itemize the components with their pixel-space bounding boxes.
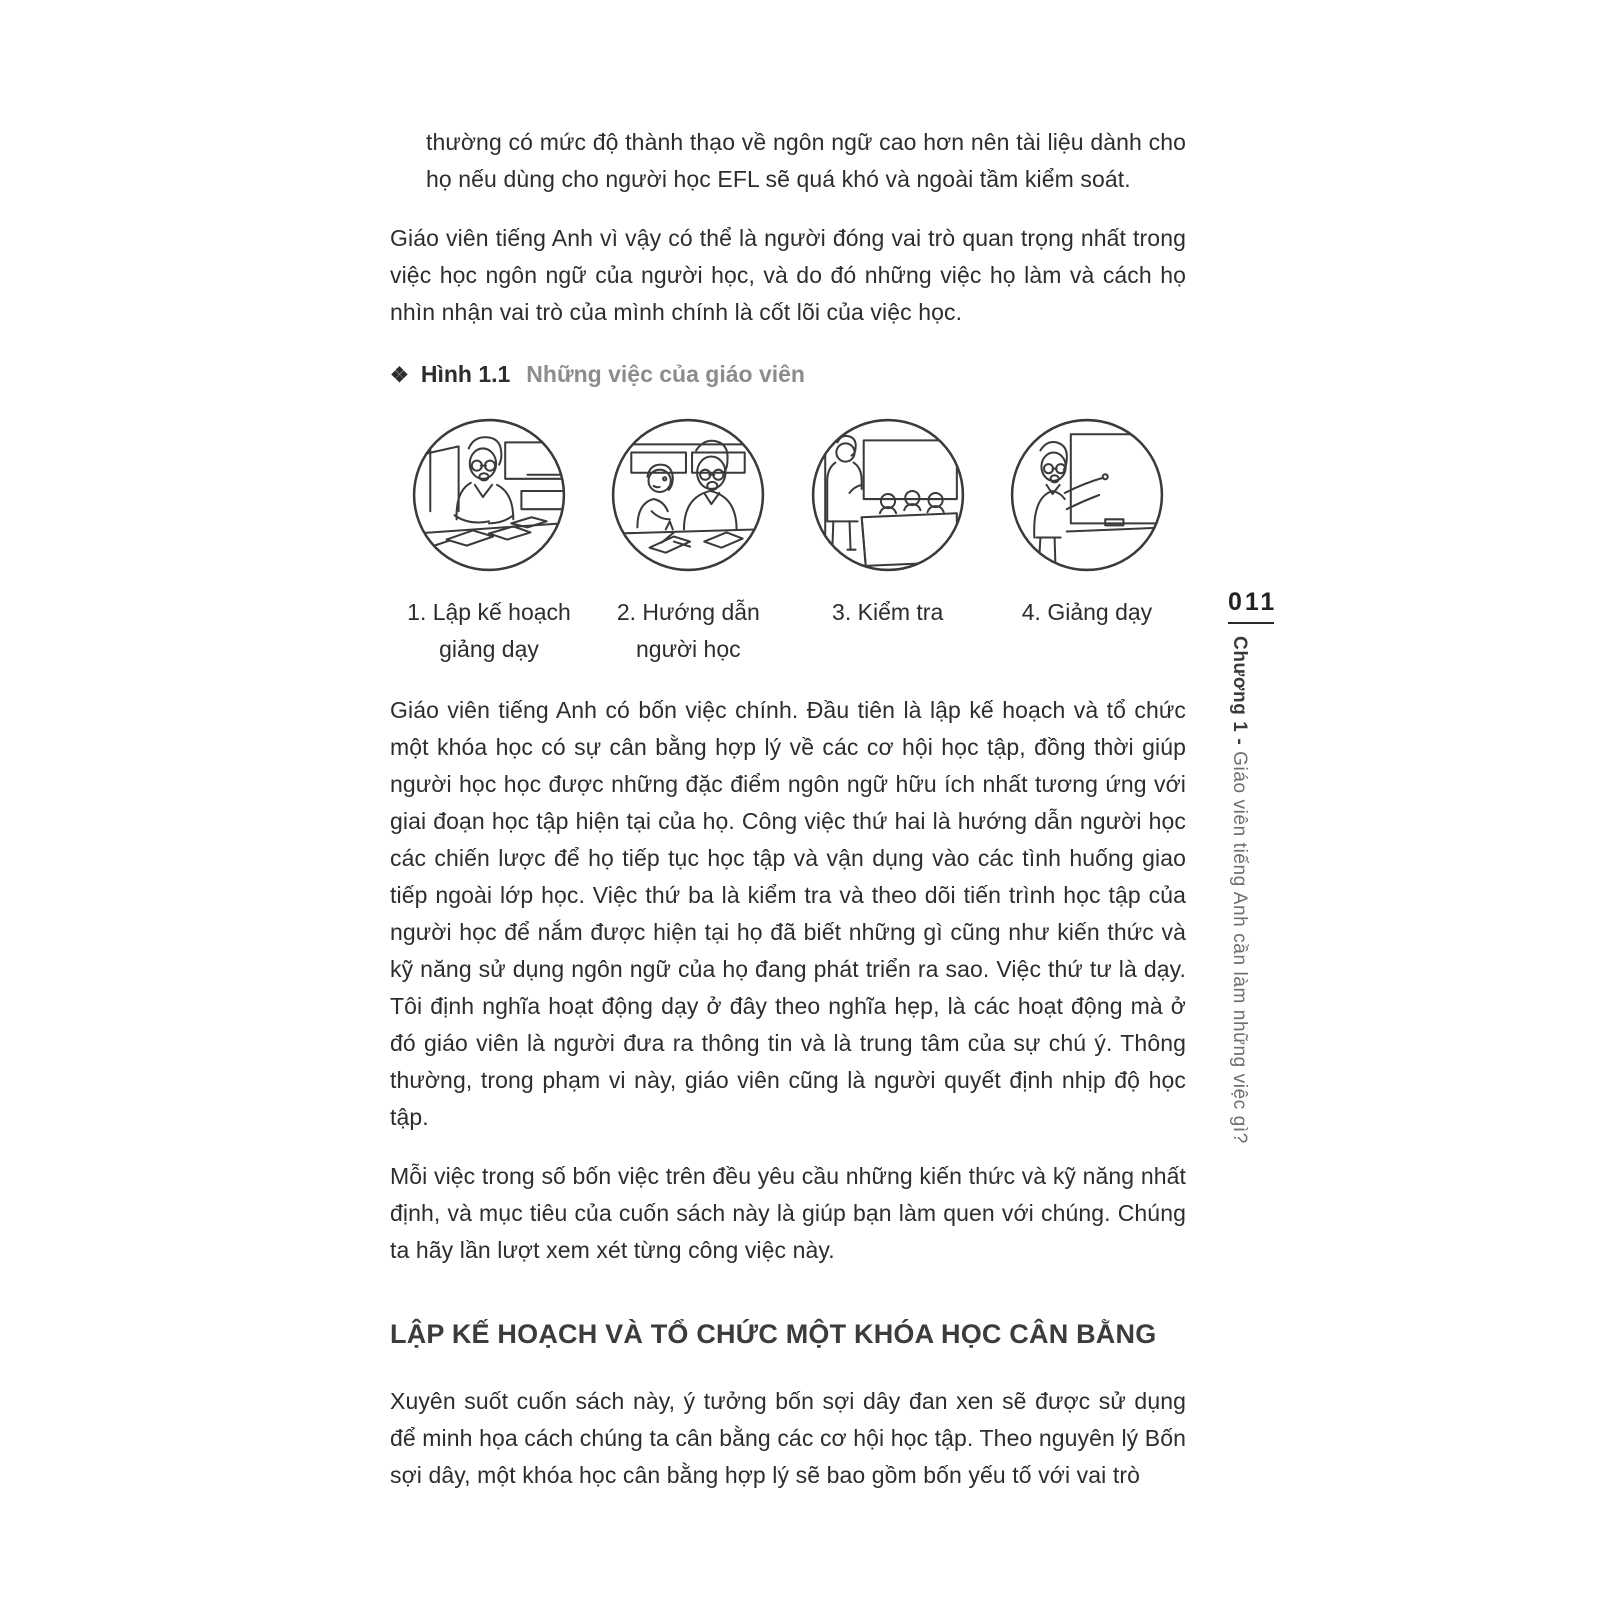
chapter-sidebar: [1228, 588, 1288, 1156]
teacher-planning-illustration-icon: [408, 414, 570, 576]
caption-line: 2. Hướng dẫn: [616, 599, 760, 625]
caption-line: 4. Giảng dạy: [1021, 599, 1153, 625]
teacher-at-whiteboard-illustration-icon: [1006, 414, 1168, 576]
figure-item-caption: [832, 594, 943, 631]
diamond-bullet-icon: ❖: [390, 364, 409, 387]
figure-item-guiding: [599, 414, 777, 668]
caption-line: người học: [635, 636, 741, 662]
paragraph-efl-materials: thường có mức độ thành thạo về ngôn ngữ cao hơn nên tài liệu dành cho họ nếu dùng cho người học EFL sẽ quá khó và ngoài tầm kiểm soát.: [426, 129, 1186, 192]
figure-item-caption: [1022, 594, 1152, 631]
caption-line: 1. Lập kế hoạch: [407, 599, 571, 625]
paragraph-four-strands: Xuyên suốt cuốn sách này, ý tưởng bốn sợi dây đan xen sẽ được sử dụng để minh họa cách chúng ta cân bằng các cơ hội học tập. Theo nguyên lý Bốn sợi dây, một khóa học cân bằng hợp lý sẽ bao gồm bốn yếu tố với vai trò: [390, 1388, 1186, 1488]
figure-label: Hình 1.1: [420, 361, 511, 387]
caption-line: giảng dạy: [439, 636, 539, 662]
chapter-title-text: Giáo viên tiếng Anh cần làm những việc gì?: [1229, 751, 1250, 1144]
figure-item-planning: [400, 414, 578, 668]
page-number-rule: [1228, 622, 1274, 624]
paragraph-teacher-role: Giáo viên tiếng Anh vì vậy có thể là người đóng vai trò quan trọng nhất trong việc học ngôn ngữ của người học, và do đó những việc họ làm và cách họ nhìn nhận vai trò của mình chính là cốt lõi của việc học.: [390, 225, 1186, 325]
chapter-label: Chương 1 -: [1229, 636, 1250, 752]
figure-item-caption: [407, 594, 571, 668]
paragraph-book-goal: Mỗi việc trong số bốn việc trên đều yêu cầu những kiến thức và kỹ năng nhất định, và mục tiêu của cuốn sách này là giúp bạn làm quen với chúng. Chúng ta hãy lần lượt xem xét từng công việc này.: [390, 1163, 1186, 1263]
figure-caption: [390, 361, 1186, 388]
caption-line: 3. Kiểm tra: [832, 599, 944, 625]
figure-title: Những việc của giáo viên: [526, 361, 805, 387]
section-heading: LẬP KẾ HOẠCH VÀ TỔ CHỨC MỘT KHÓA HỌC CÂN BẰNG: [390, 1319, 1157, 1349]
teacher-guiding-learner-illustration-icon: [607, 414, 769, 576]
paragraph-four-main-jobs: Giáo viên tiếng Anh có bốn việc chính. Đầu tiên là lập kế hoạch và tổ chức một khóa học có sự cân bằng hợp lý về các cơ hội học tập, đồng thời giúp người học học được những đặc điểm ngôn ngữ hữu ích nhất tương ứng với giai đoạn học tập hiện tại của họ. Công việc thứ hai là hướng dẫn người học các chiến lược để họ tiếp tục học tập và vận dụng vào các tình huống giao tiếp ngoài lớp học. Việc thứ ba là kiểm tra và theo dõi tiến trình học tập của người học để nắm được hiện tại họ đã biết những gì cũng như kiến thức và kỹ năng sử dụng ngôn ngữ của họ đang phát triển ra sao. Việc thứ tư là dạy. Tôi định nghĩa hoạt động dạy ở đây theo nghĩa hẹp, là các hoạt động mà ở đó giáo viên là người đưa ra thông tin và là trung tâm của sự chú ý. Thông thường, trong phạm vi này, giáo viên cũng là người quyết định nhịp độ học tập.: [390, 697, 1186, 1130]
vertical-chapter-title: [1228, 636, 1250, 1156]
teacher-testing-class-illustration-icon: [807, 414, 969, 576]
text-column: [390, 124, 1186, 1494]
figure-illustrations-row: [390, 414, 1186, 668]
figure-item-testing: [799, 414, 977, 668]
figure-item-teaching: [998, 414, 1176, 668]
figure-item-caption: [617, 594, 760, 668]
page-number: 011: [1228, 588, 1278, 616]
